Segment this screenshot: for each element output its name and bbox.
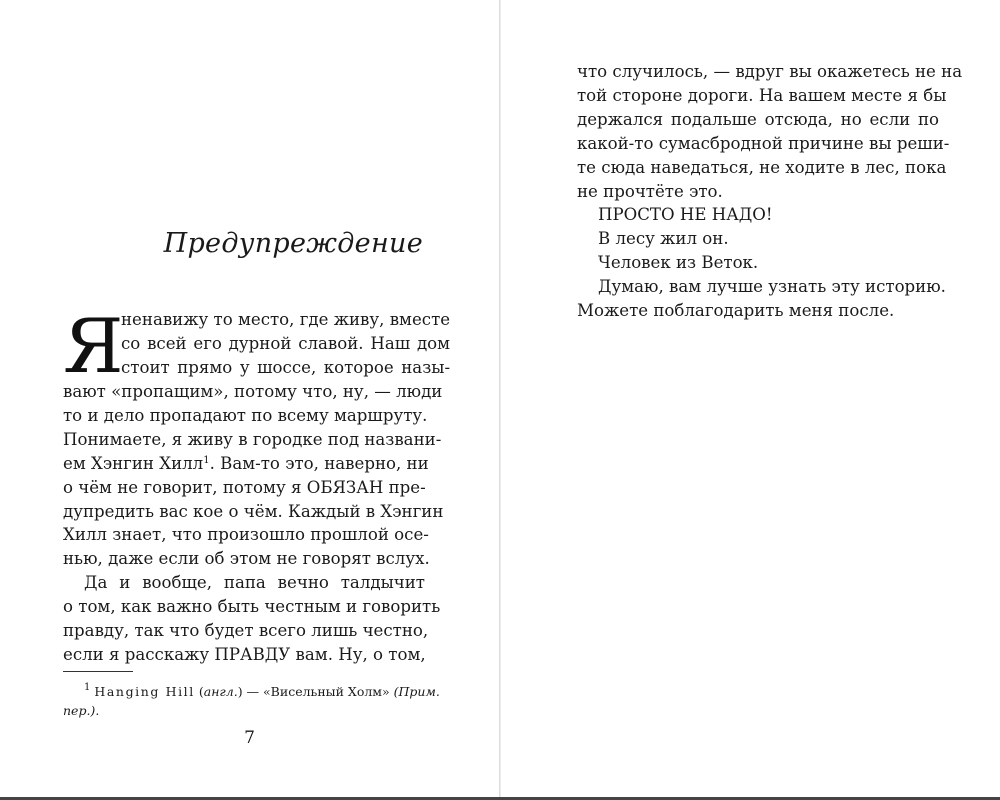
footnote-line	[63, 701, 425, 720]
footnote-term: Hanging Hill	[94, 684, 195, 699]
text-line: те сюда наведаться, не ходите в лес, пока	[577, 157, 947, 177]
left-page-text	[63, 302, 451, 667]
text-line: Да и вообще, папа вечно талдычит	[84, 573, 425, 593]
drop-cap: Я	[63, 302, 124, 390]
text-line: какой-то сумасбродной причине вы реши-	[577, 133, 950, 153]
text-fragment: . Вам-то это, наверно, ни	[209, 453, 429, 473]
footnote-end: .	[95, 703, 100, 718]
first-paragraph-opening	[63, 302, 451, 390]
text-line: ненавижу то место, где живу, вместе	[121, 310, 451, 329]
footnote-reference[interactable]: 1	[203, 454, 210, 466]
text-line-with-footnote	[63, 452, 429, 476]
page-number: 7	[244, 728, 255, 748]
footnote-dash: —	[246, 684, 260, 699]
drop-cap-lines	[121, 308, 450, 380]
text-line: Хилл знает, что произошло прошлой осе-	[63, 525, 429, 545]
text-line: не прочтёте это.	[577, 181, 723, 201]
text-line: Думаю, вам лучше узнать эту историю.	[598, 277, 946, 297]
text-line: правду, так что будет всего лишь честно,	[63, 621, 429, 641]
text-line: о том, как важно быть честным и говорить	[63, 597, 441, 617]
text-line: нью, даже если об этом не говорят вслух.	[63, 549, 430, 569]
text-line: то и дело пропадают по всему маршруту.	[63, 405, 428, 425]
footnote	[63, 682, 440, 720]
footnote-note: (Прим.	[393, 684, 440, 699]
text-line: ПРОСТО НЕ НАДО!	[598, 205, 773, 225]
text-line: если я расскажу ПРАВДУ вам. Ну, о том,	[63, 644, 426, 664]
text-line: вают «пропащим», потому что, ну, — люди	[63, 382, 443, 401]
footnote-note: пер.)	[63, 703, 96, 718]
left-page	[0, 0, 499, 798]
text-fragment: ем Хэнгин Хилл	[63, 453, 204, 473]
footnote-translation: «Висельный Холм»	[263, 684, 390, 699]
text-line: о чём не говорит, потому я ОБЯЗАН пре-	[63, 477, 426, 497]
footnote-lang: англ.	[203, 684, 238, 699]
text-line: Понимаете, я живу в городке под названи-	[63, 429, 442, 449]
text-line: В лесу жил он.	[598, 229, 729, 249]
text-line: Можете поблагодарить меня после.	[577, 301, 895, 321]
text-line: дупредить вас кое о чём. Каждый в Хэнгин	[63, 501, 444, 521]
right-page-text	[577, 60, 963, 323]
text-line: стоит прямо у шоссе, которое назы-	[121, 357, 451, 377]
text-line: со всей его дурной славой. Наш дом	[121, 333, 451, 353]
footnote-divider	[63, 671, 133, 672]
chapter-title: Предупреждение	[163, 228, 423, 259]
footnote-marker: 1	[84, 682, 91, 693]
text-line: той стороне дороги. На вашем месте я бы	[577, 85, 947, 105]
text-line: Человек из Веток.	[598, 253, 759, 273]
text-line: что случилось, — вдруг вы окажетесь не на	[577, 62, 963, 81]
text-line: держался подальше отсюда, но если по	[577, 109, 939, 129]
footnote-line: $^1$ Hanging Hill (англ.) — «Висельный Холм» (Прим.	[84, 682, 440, 699]
